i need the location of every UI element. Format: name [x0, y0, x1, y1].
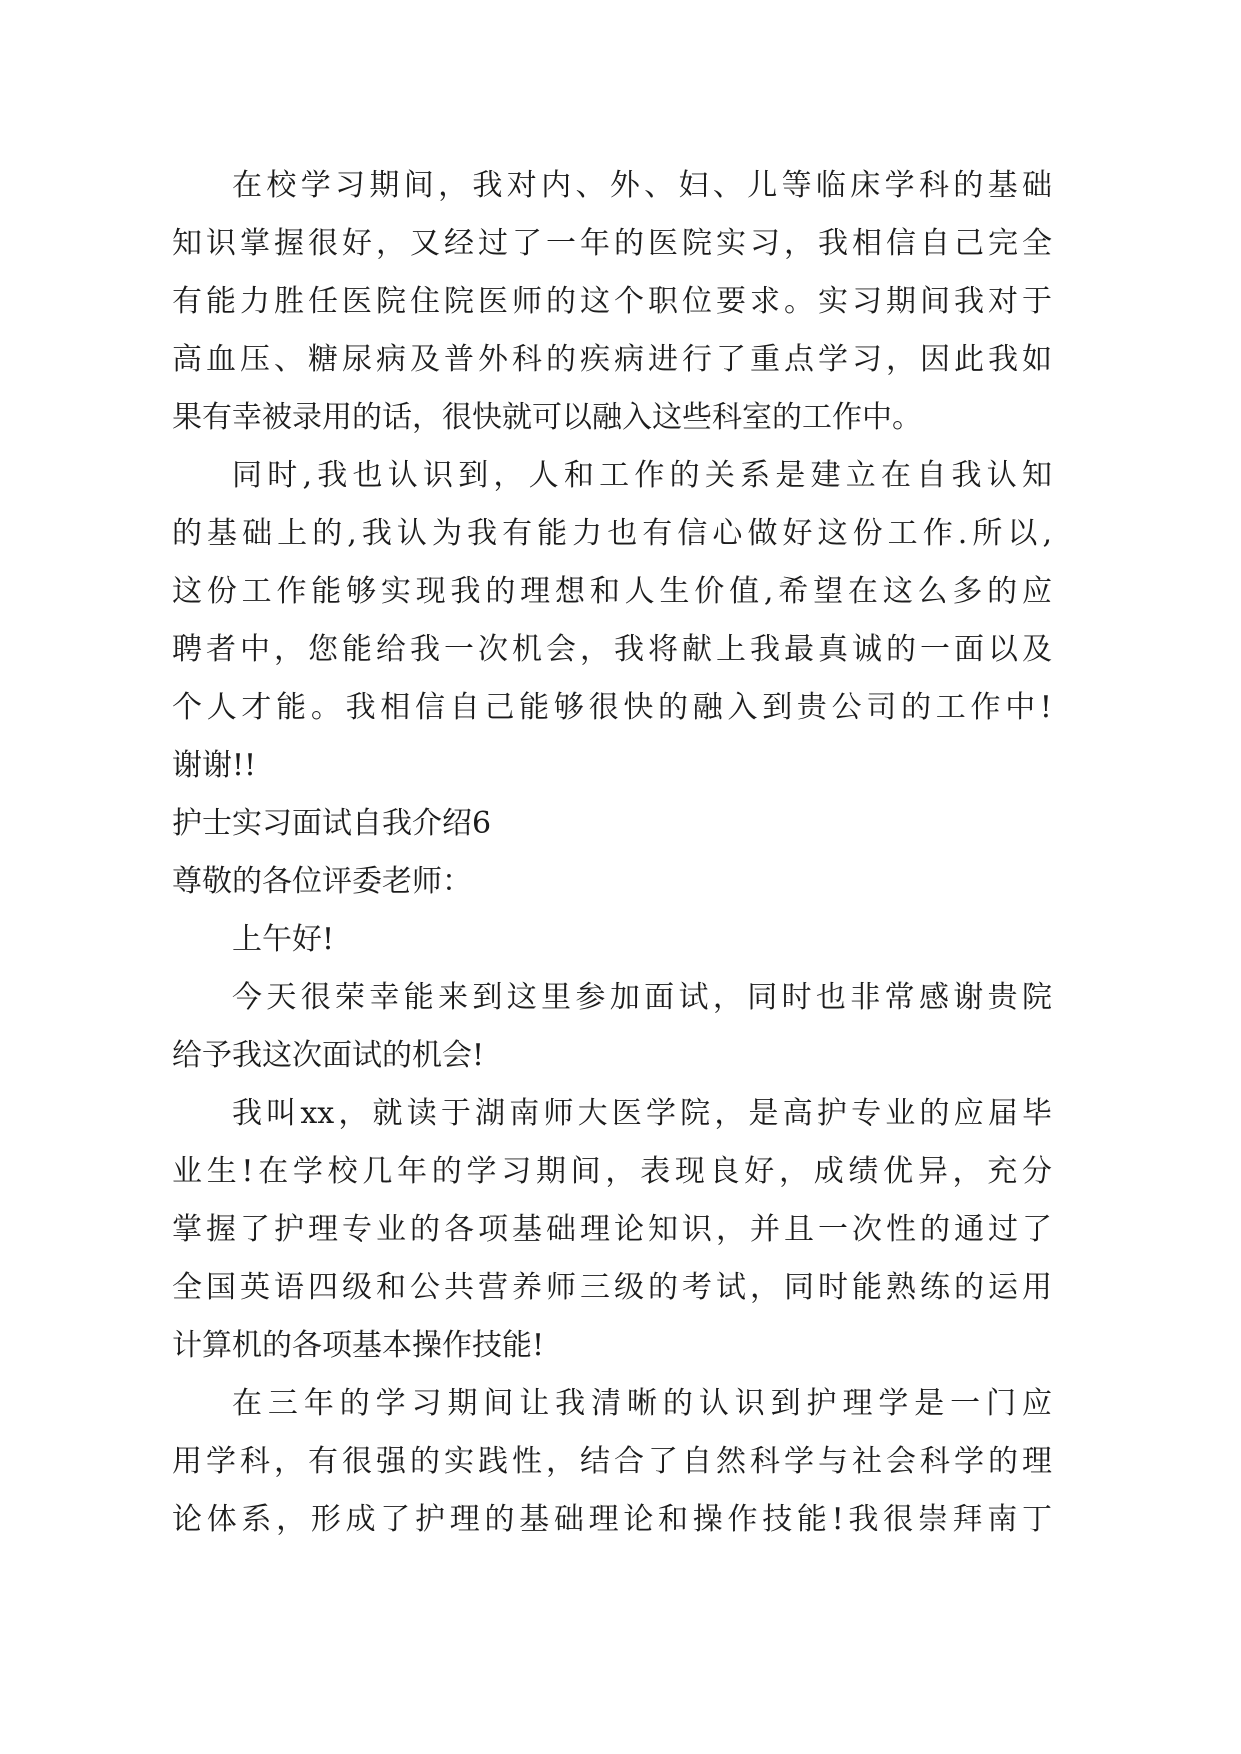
paragraph-line: 谢谢!!: [172, 748, 257, 783]
salutation: [172, 853, 1052, 911]
paragraph: [172, 157, 1052, 447]
paragraph-line: 在三年的学习期间让我清晰的认识到护理学是一门应: [232, 1386, 1052, 1421]
paragraph-line: 个人才能。我相信自己能够很快的融入到贵公司的工作中!: [172, 690, 1052, 725]
paragraph-line: 我叫xx，就读于湖南师大医学院，是高护专业的应届毕: [232, 1096, 1052, 1131]
paragraph-line: 高血压、糖尿病及普外科的疾病进行了重点学习，因此我如: [172, 342, 1052, 377]
section-heading: [172, 795, 1052, 853]
salutation-text: 尊敬的各位评委老师：: [172, 864, 472, 899]
paragraph-line: 计算机的各项基本操作技能!: [172, 1328, 545, 1363]
paragraph-line: 知识掌握很好，又经过了一年的医院实习，我相信自己完全: [172, 226, 1052, 261]
paragraph: [172, 969, 1052, 1085]
paragraph-line: 业生!在学校几年的学习期间，表现良好，成绩优异，充分: [172, 1154, 1052, 1189]
paragraph-line: 用学科，有很强的实践性，结合了自然科学与社会科学的理: [172, 1444, 1052, 1479]
paragraph: [172, 447, 1052, 795]
paragraph-line: 果有幸被录用的话，很快就可以融入这些科室的工作中。: [172, 400, 922, 435]
paragraph-line: 在校学习期间，我对内、外、妇、儿等临床学科的基础: [232, 168, 1052, 203]
paragraph: [172, 1375, 1052, 1549]
paragraph-line: 今天很荣幸能来到这里参加面试，同时也非常感谢贵院: [232, 980, 1052, 1015]
paragraph-line: 给予我这次面试的机会!: [172, 1038, 485, 1073]
paragraph: [172, 1085, 1052, 1375]
paragraph-line: 掌握了护理专业的各项基础理论知识，并且一次性的通过了: [172, 1212, 1052, 1247]
paragraph-line: 同时,我也认识到，人和工作的关系是建立在自我认知: [232, 458, 1052, 493]
greeting: [172, 911, 1052, 969]
paragraph-line: 这份工作能够实现我的理想和人生价值,希望在这么多的应: [172, 574, 1052, 609]
paragraph-line: 全国英语四级和公共营养师三级的考试，同时能熟练的运用: [172, 1270, 1052, 1305]
paragraph-line: 论体系，形成了护理的基础理论和操作技能!我很崇拜南丁: [172, 1502, 1052, 1537]
paragraph-line: 有能力胜任医院住院医师的这个职位要求。实习期间我对于: [172, 284, 1052, 319]
text-column: [172, 157, 1052, 1549]
paragraph-line: 的基础上的,我认为我有能力也有信心做好这份工作.所以,: [172, 516, 1052, 551]
paragraph-line: 聘者中，您能给我一次机会，我将献上我最真诚的一面以及: [172, 632, 1052, 667]
greeting-text: 上午好!: [232, 922, 335, 957]
section-heading-text: 护士实习面试自我介绍6: [172, 806, 492, 841]
